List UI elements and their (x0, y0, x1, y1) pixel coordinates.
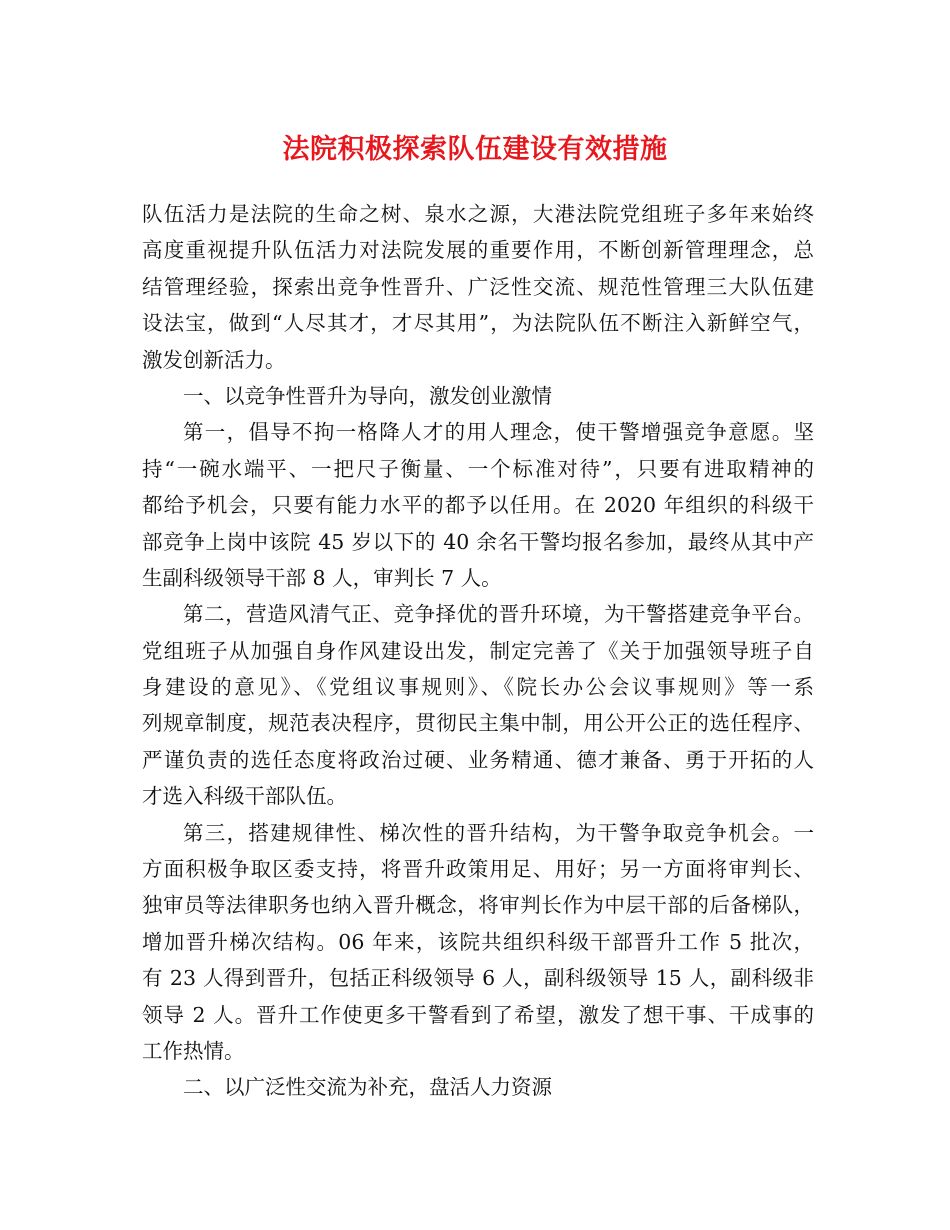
paragraph-line: 高度重视提升队伍活力对法院发展的重要作用，不断创新管理理念，总 (142, 238, 814, 263)
paragraph-line: 领导 2 人。晋升工作使更多干警看到了希望，激发了想干事、干成事的 (142, 1002, 814, 1027)
document-body (142, 196, 814, 1106)
paragraph-line: 列规章制度，规范表决程序，贯彻民主集中制，用公开公正的选任程序、 (142, 711, 814, 736)
paragraph-line: 部竞争上岗中该院 45 岁以下的 40 余名干警均报名参加，最终从其中产 (142, 529, 814, 554)
paragraph-line: 方面积极争取区委支持，将晋升政策用足、用好；另一方面将审判长、 (142, 857, 814, 882)
paragraph-line: 工作热情。 (142, 1038, 245, 1063)
paragraph-line: 党组班子从加强自身作风建设出发，制定完善了《关于加强领导班子自 (142, 638, 814, 663)
paragraph-line: 才选入科级干部队伍。 (142, 784, 347, 809)
paragraph-line: 队伍活力是法院的生命之树、泉水之源，大港法院党组班子多年来始终 (142, 202, 814, 226)
document-title: 法院积极探索队伍建设有效措施 (282, 134, 668, 165)
paragraph-line: 严谨负责的选任态度将政治过硬、业务精通、德才兼备、勇于开拓的人 (142, 747, 814, 772)
section-heading: 二、以广泛性交流为补充，盘活人力资源 (183, 1075, 552, 1100)
paragraph-line: 第三，搭建规律性、梯次性的晋升结构，为干警争取竞争机会。一 (183, 820, 814, 845)
paragraph-line: 第一，倡导不拘一格降人才的用人理念，使干警增强竞争意愿。坚 (183, 420, 814, 445)
paragraph-line: 身建设的意见》、《党组议事规则》、《院长办公会议事规则》等一系 (142, 675, 814, 700)
paragraph-line: 生副科级领导干部 8 人，审判长 7 人。 (142, 565, 502, 590)
paragraph-line: 结管理经验，探索出竞争性晋升、广泛性交流、规范性管理三大队伍建 (142, 274, 814, 299)
paragraph-line: 设法宝，做到“人尽其才，才尽其用”，为法院队伍不断注入新鲜空气， (142, 311, 814, 336)
paragraph-line: 独审员等法律职务也纳入晋升概念，将审判长作为中层干部的后备梯队， (142, 893, 814, 918)
paragraph-line: 有 23 人得到晋升，包括正科级领导 6 人，副科级领导 15 人，副科级非 (142, 966, 814, 991)
section-heading: 一、以竞争性晋升为导向，激发创业激情 (183, 383, 552, 408)
paragraph-line: 第二，营造风清气正、竞争择优的晋升环境，为干警搭建竞争平台。 (183, 602, 814, 627)
paragraph-line: 增加晋升梯次结构。06 年来，该院共组织科级干部晋升工作 5 批次， (142, 929, 814, 954)
paragraph-line: 都给予机会，只要有能力水平的都予以任用。在 2020 年组织的科级干 (142, 493, 814, 518)
paragraph-line: 持“一碗水端平、一把尺子衡量、一个标准对待”，只要有进取精神的 (142, 456, 814, 481)
paragraph-line: 激发创新活力。 (142, 347, 286, 372)
